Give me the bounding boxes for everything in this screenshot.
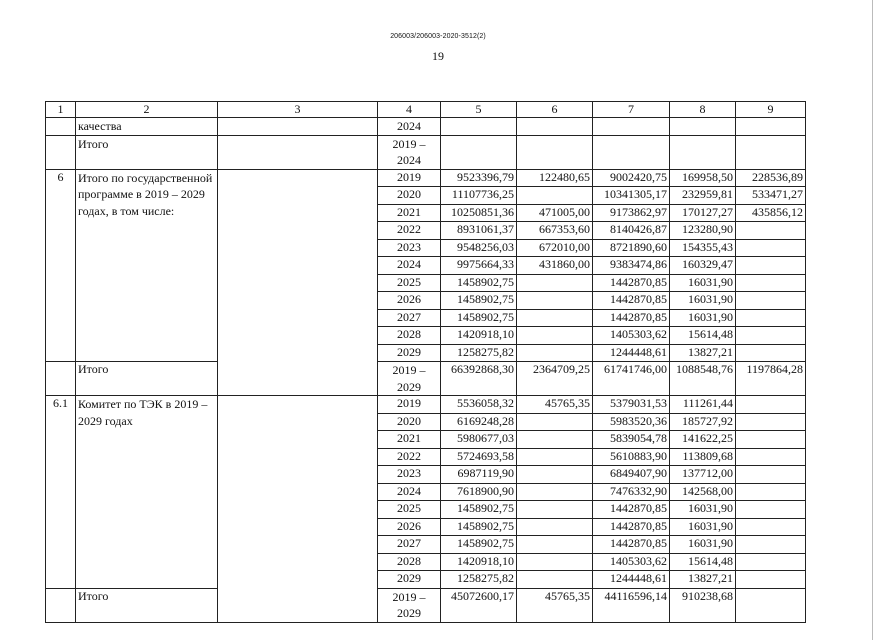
year-cell: 2026 bbox=[378, 292, 441, 310]
table-row bbox=[46, 396, 806, 414]
value-cell bbox=[736, 118, 806, 136]
value-cell: 6987119,90 bbox=[441, 466, 517, 484]
value-cell: 667353,60 bbox=[517, 222, 593, 240]
value-cell: 5724693,58 bbox=[441, 448, 517, 466]
empty-cell bbox=[218, 396, 378, 623]
value-cell bbox=[517, 553, 593, 571]
value-cell: 8721890,60 bbox=[593, 239, 670, 257]
value-cell: 910238,68 bbox=[670, 588, 736, 622]
year-cell: 2028 bbox=[378, 327, 441, 345]
value-cell: 10341305,17 bbox=[593, 187, 670, 205]
value-cell: 6169248,28 bbox=[441, 413, 517, 431]
year-cell: 2023 bbox=[378, 466, 441, 484]
value-cell: 1405303,62 bbox=[593, 553, 670, 571]
value-cell bbox=[736, 257, 806, 275]
value-cell bbox=[517, 309, 593, 327]
year-cell: 2019 – 2029 bbox=[378, 362, 441, 396]
row-number-cell bbox=[46, 362, 76, 396]
value-cell: 154355,43 bbox=[670, 239, 736, 257]
value-cell: 1458902,75 bbox=[441, 536, 517, 554]
value-cell: 471005,00 bbox=[517, 204, 593, 222]
table-row bbox=[46, 135, 806, 169]
value-cell: 1258275,82 bbox=[441, 571, 517, 589]
value-cell: 16031,90 bbox=[670, 536, 736, 554]
year-cell: 2020 bbox=[378, 187, 441, 205]
value-cell: 169958,50 bbox=[670, 169, 736, 187]
value-cell: 1197864,28 bbox=[736, 362, 806, 396]
year-cell: 2024 bbox=[378, 118, 441, 136]
value-cell bbox=[670, 118, 736, 136]
scan-edge-mark bbox=[872, 0, 873, 640]
year-cell: 2021 bbox=[378, 204, 441, 222]
value-cell bbox=[593, 135, 670, 169]
value-cell bbox=[517, 135, 593, 169]
value-cell bbox=[441, 135, 517, 169]
year-cell: 2029 bbox=[378, 344, 441, 362]
value-cell bbox=[736, 135, 806, 169]
column-number: 5 bbox=[441, 102, 517, 118]
value-cell: 142568,00 bbox=[670, 483, 736, 501]
value-cell bbox=[517, 327, 593, 345]
value-cell: 6849407,90 bbox=[593, 466, 670, 484]
value-cell bbox=[736, 292, 806, 310]
year-cell: 2019 bbox=[378, 396, 441, 414]
value-cell: 15614,48 bbox=[670, 327, 736, 345]
value-cell: 13827,21 bbox=[670, 344, 736, 362]
year-cell: 2022 bbox=[378, 222, 441, 240]
value-cell: 1420918,10 bbox=[441, 327, 517, 345]
value-cell: 45765,35 bbox=[517, 396, 593, 414]
value-cell bbox=[736, 396, 806, 414]
empty-cell bbox=[218, 135, 378, 169]
value-cell bbox=[593, 118, 670, 136]
value-cell bbox=[517, 118, 593, 136]
value-cell: 1442870,85 bbox=[593, 501, 670, 519]
value-cell: 1258275,82 bbox=[441, 344, 517, 362]
value-cell bbox=[736, 413, 806, 431]
value-cell: 5610883,90 bbox=[593, 448, 670, 466]
value-cell bbox=[736, 483, 806, 501]
value-cell: 1244448,61 bbox=[593, 344, 670, 362]
value-cell bbox=[736, 309, 806, 327]
value-cell: 123280,90 bbox=[670, 222, 736, 240]
value-cell bbox=[736, 448, 806, 466]
value-cell: 45765,35 bbox=[517, 588, 593, 622]
value-cell bbox=[736, 327, 806, 345]
value-cell: 170127,27 bbox=[670, 204, 736, 222]
budget-table bbox=[45, 101, 806, 623]
value-cell: 66392868,30 bbox=[441, 362, 517, 396]
value-cell: 13827,21 bbox=[670, 571, 736, 589]
value-cell: 122480,65 bbox=[517, 169, 593, 187]
year-cell: 2027 bbox=[378, 309, 441, 327]
value-cell bbox=[736, 344, 806, 362]
empty-cell bbox=[218, 169, 378, 396]
value-cell: 5839054,78 bbox=[593, 431, 670, 449]
value-cell: 16031,90 bbox=[670, 309, 736, 327]
value-cell bbox=[736, 222, 806, 240]
value-cell: 185727,92 bbox=[670, 413, 736, 431]
row-number-cell bbox=[46, 588, 76, 622]
row-name-cell: качества bbox=[76, 118, 218, 136]
value-cell bbox=[441, 118, 517, 136]
value-cell: 7618900,90 bbox=[441, 483, 517, 501]
value-cell bbox=[736, 239, 806, 257]
value-cell: 45072600,17 bbox=[441, 588, 517, 622]
value-cell: 5980677,03 bbox=[441, 431, 517, 449]
section-name-cell: Комитет по ТЭК в 2019 – 2029 годах bbox=[76, 396, 218, 589]
value-cell: 5536058,32 bbox=[441, 396, 517, 414]
value-cell: 10250851,36 bbox=[441, 204, 517, 222]
year-cell: 2027 bbox=[378, 536, 441, 554]
value-cell bbox=[517, 187, 593, 205]
value-cell bbox=[517, 536, 593, 554]
row-number-cell bbox=[46, 135, 76, 169]
value-cell: 1458902,75 bbox=[441, 518, 517, 536]
value-cell: 1405303,62 bbox=[593, 327, 670, 345]
value-cell: 8931061,37 bbox=[441, 222, 517, 240]
value-cell: 1442870,85 bbox=[593, 536, 670, 554]
value-cell: 672010,00 bbox=[517, 239, 593, 257]
value-cell bbox=[736, 274, 806, 292]
total-row bbox=[46, 588, 806, 622]
value-cell: 1442870,85 bbox=[593, 274, 670, 292]
value-cell: 1458902,75 bbox=[441, 309, 517, 327]
year-cell: 2028 bbox=[378, 553, 441, 571]
value-cell: 431860,00 bbox=[517, 257, 593, 275]
value-cell: 61741746,00 bbox=[593, 362, 670, 396]
value-cell bbox=[517, 274, 593, 292]
value-cell bbox=[517, 571, 593, 589]
value-cell: 113809,68 bbox=[670, 448, 736, 466]
column-number: 7 bbox=[593, 102, 670, 118]
value-cell: 1458902,75 bbox=[441, 274, 517, 292]
value-cell: 1458902,75 bbox=[441, 292, 517, 310]
value-cell: 141622,25 bbox=[670, 431, 736, 449]
column-number: 4 bbox=[378, 102, 441, 118]
value-cell bbox=[736, 501, 806, 519]
value-cell: 1442870,85 bbox=[593, 518, 670, 536]
column-number: 8 bbox=[670, 102, 736, 118]
year-cell: 2022 bbox=[378, 448, 441, 466]
value-cell bbox=[736, 431, 806, 449]
value-cell: 9975664,33 bbox=[441, 257, 517, 275]
value-cell: 1088548,76 bbox=[670, 362, 736, 396]
value-cell: 137712,00 bbox=[670, 466, 736, 484]
value-cell bbox=[736, 518, 806, 536]
total-row bbox=[46, 362, 806, 396]
value-cell bbox=[517, 448, 593, 466]
year-cell: 2029 bbox=[378, 571, 441, 589]
document-id: 206003/206003-2020-3512(2) bbox=[390, 33, 486, 40]
value-cell bbox=[517, 501, 593, 519]
value-cell bbox=[517, 292, 593, 310]
value-cell: 9523396,79 bbox=[441, 169, 517, 187]
value-cell: 1244448,61 bbox=[593, 571, 670, 589]
value-cell: 1458902,75 bbox=[441, 501, 517, 519]
value-cell bbox=[736, 536, 806, 554]
value-cell bbox=[517, 466, 593, 484]
column-number: 6 bbox=[517, 102, 593, 118]
table-row bbox=[46, 169, 806, 187]
column-number-row bbox=[46, 102, 806, 118]
value-cell bbox=[670, 135, 736, 169]
section-number-cell: 6.1 bbox=[46, 396, 76, 589]
value-cell: 16031,90 bbox=[670, 274, 736, 292]
year-cell: 2025 bbox=[378, 274, 441, 292]
row-number-cell bbox=[46, 118, 76, 136]
total-label-cell: Итого bbox=[76, 588, 218, 622]
column-number: 2 bbox=[76, 102, 218, 118]
value-cell: 228536,89 bbox=[736, 169, 806, 187]
value-cell: 1442870,85 bbox=[593, 292, 670, 310]
value-cell: 9383474,86 bbox=[593, 257, 670, 275]
value-cell: 16031,90 bbox=[670, 292, 736, 310]
year-cell: 2026 bbox=[378, 518, 441, 536]
year-cell: 2021 bbox=[378, 431, 441, 449]
year-cell: 2025 bbox=[378, 501, 441, 519]
value-cell bbox=[736, 588, 806, 622]
value-cell: 111261,44 bbox=[670, 396, 736, 414]
value-cell: 8140426,87 bbox=[593, 222, 670, 240]
value-cell: 16031,90 bbox=[670, 501, 736, 519]
value-cell bbox=[736, 466, 806, 484]
value-cell bbox=[736, 553, 806, 571]
value-cell bbox=[736, 571, 806, 589]
value-cell bbox=[517, 483, 593, 501]
column-number: 1 bbox=[46, 102, 76, 118]
table-row bbox=[46, 118, 806, 136]
year-cell: 2019 – 2024 bbox=[378, 135, 441, 169]
value-cell: 1442870,85 bbox=[593, 309, 670, 327]
section-name-cell: Итого по государственной программе в 2019 – 2029 годах, в том числе: bbox=[76, 169, 218, 362]
year-cell: 2020 bbox=[378, 413, 441, 431]
year-cell: 2024 bbox=[378, 483, 441, 501]
total-label-cell: Итого bbox=[76, 362, 218, 396]
value-cell: 9173862,97 bbox=[593, 204, 670, 222]
value-cell: 9002420,75 bbox=[593, 169, 670, 187]
year-cell: 2019 – 2029 bbox=[378, 588, 441, 622]
value-cell: 435856,12 bbox=[736, 204, 806, 222]
value-cell: 2364709,25 bbox=[517, 362, 593, 396]
column-number: 3 bbox=[218, 102, 378, 118]
value-cell bbox=[517, 413, 593, 431]
value-cell: 160329,47 bbox=[670, 257, 736, 275]
year-cell: 2019 bbox=[378, 169, 441, 187]
value-cell: 16031,90 bbox=[670, 518, 736, 536]
value-cell bbox=[517, 344, 593, 362]
year-cell: 2023 bbox=[378, 239, 441, 257]
value-cell: 15614,48 bbox=[670, 553, 736, 571]
value-cell: 5983520,36 bbox=[593, 413, 670, 431]
column-number: 9 bbox=[736, 102, 806, 118]
value-cell: 1420918,10 bbox=[441, 553, 517, 571]
value-cell: 7476332,90 bbox=[593, 483, 670, 501]
value-cell: 232959,81 bbox=[670, 187, 736, 205]
value-cell: 44116596,14 bbox=[593, 588, 670, 622]
empty-cell bbox=[218, 118, 378, 136]
year-cell: 2024 bbox=[378, 257, 441, 275]
row-name-cell: Итого bbox=[76, 135, 218, 169]
section-number-cell: 6 bbox=[46, 169, 76, 362]
value-cell bbox=[517, 431, 593, 449]
value-cell bbox=[517, 518, 593, 536]
value-cell: 5379031,53 bbox=[593, 396, 670, 414]
value-cell: 9548256,03 bbox=[441, 239, 517, 257]
page-number: 19 bbox=[432, 49, 444, 63]
value-cell: 11107736,25 bbox=[441, 187, 517, 205]
value-cell: 533471,27 bbox=[736, 187, 806, 205]
